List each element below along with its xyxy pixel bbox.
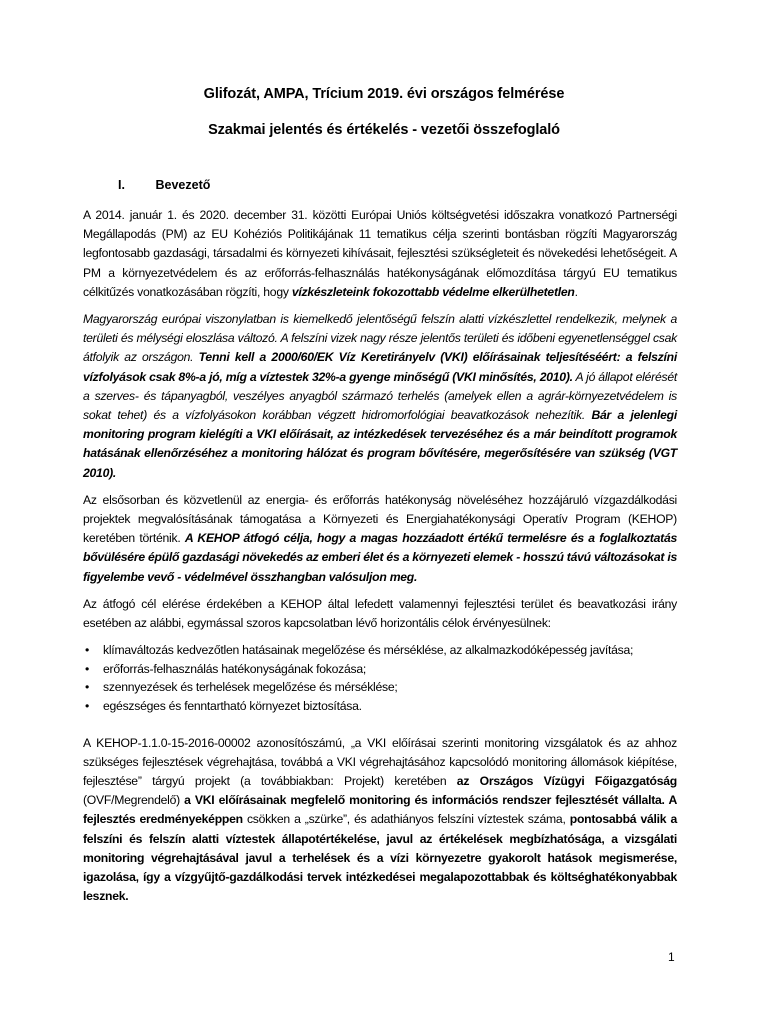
list-item: • erőforrás-felhasználás hatékonyságának fokozása; [83, 660, 677, 679]
list-item: • egészséges és fenntartható környezet biztosítása. [83, 697, 677, 716]
paragraph-3 [83, 491, 677, 587]
paragraph-5 [83, 734, 677, 907]
paragraph-3-emphasis: A KEHOP átfogó célja, hogy a magas hozzáadott értékű termelésre és a foglalkoztatás bővülésére épülő gazdasági növekedés az emberi élet és a környezeti elemek - hosszú távú változásokat is figyelembe vevő - védelmével összhangban valósuljon meg. [83, 531, 677, 584]
section-title: Bevezető [155, 178, 211, 192]
document-title: Glifozát, AMPA, Trícium 2019. évi országos felmérése [203, 86, 565, 102]
paragraph-5-bold-b: az Országos Vízügyi Főigazgatóság [456, 774, 677, 789]
document-body [83, 206, 677, 914]
page-number: 1 [668, 950, 675, 964]
paragraph-1-end: . [574, 284, 578, 299]
paragraph-1-emphasis: vízkészleteink fokozottabb védelme elkerülhetetlen [291, 284, 575, 299]
paragraph-2 [83, 310, 677, 483]
paragraph-2-bold-b: Tenni kell a 2000/60/EK Víz Keretirányelv (VKI) előírásainak teljesítéséért: a felszíni vízfolyások csak 8%-a jó, míg a víztestek 32%-a gyenge minőségű (VKI minősítés, 2010). [83, 350, 677, 384]
paragraph-5-text-e: csökken a „szürke”, és adathiányos felszíni víztestek száma, [242, 812, 570, 827]
section-heading [118, 178, 210, 192]
paragraph-3-text: Az elsősorban és közvetlenül az energia- és erőforrás hatékonyság növeléséhez hozzájáruló vízgazdálkodási projektek megvalósításának támogatása a Környezeti és Energiahatékonysági Operatív Program (KEHOP) keretében történik. [83, 492, 677, 546]
document-subtitle: Szakmai jelentés és értékelés - vezetői összefoglaló [208, 122, 560, 138]
paragraph-5-text-a: A KEHOP-1.1.0-15-2016-00002 azonosítószámú, „a VKI előírásai szerinti monitoring vizsgálatok és az ahhoz szükséges fejlesztések végrehajtása, továbbá a VKI végrehajtásához kapcsolódó monitoring állomások kiépítése, fejlesztése” tárgyú projekt (a továbbiakban: Projekt) keretében [83, 735, 677, 789]
paragraph-2-bold-d: Bár a jelenlegi monitoring program kielégíti a VKI előírásait, az intézkedések tervezéséhez és a már beindított programok hatásának ellenőrzéséhez a monitoring hálózat és program bővítésére, megerősítésére van szükség (VGT 2010). [83, 408, 677, 480]
paragraph-1 [83, 206, 677, 302]
paragraph-5-bold-d: a VKI előírásainak megfelelő monitoring és információs rendszer fejlesztését vállalta. A fejlesztés eredményeképpen [83, 793, 678, 827]
paragraph-4: Az átfogó cél elérése érdekében a KEHOP által lefedett valamennyi fejlesztési terület és beavatkozási irány esetében az alábbi, egymással szoros kapcsolatban lévő horizontális célok érvényesülnek: [83, 596, 677, 631]
paragraph-5-text-c: (OVF/Megrendelő) [83, 793, 185, 808]
paragraph-2-text-c: A jó állapot elérését a szerves- és tápanyagból, veszélyes anyagból származó terhelés (amelyek ellen a agrár-környezetvédelem is sokat tehet) és a vízfolyásokon korábban végzett hidromorfológiai beavatkozások nehezítik. [83, 369, 677, 423]
goals-list [83, 641, 677, 715]
list-item: • szennyezések és terhelések megelőzése és mérséklése; [83, 678, 677, 697]
paragraph-2-text-a: Magyarország európai viszonylatban is kiemelkedő jelentőségű felszín alatti vízkészlettel rendelkezik, melynek a területi és mélységi eloszlása változó. A felszíni vizek nagy része jelentős területi és időbeni egyenetlenséggel csak átfolyik az országon. [83, 312, 677, 365]
section-number: I. [118, 178, 125, 192]
paragraph-5-bold-f: pontosabbá válik a felszíni és felszín alatti víztestek állapotértékelése, javul az értékelések megbízhatósága, a vizsgálati monitoring végrehajtásával javul a terhelések és a vízi környezetre gyakorolt hatások megismerése, igazolása, így a vízgyűjtő-gazdálkodási tervek intézkedései megalapozottabbak és költséghatékonyabbak lesznek. [83, 812, 678, 904]
list-item: • klímaváltozás kedvezőtlen hatásainak megelőzése és mérséklése, az alkalmazkodóképesség javítása; [83, 641, 677, 660]
paragraph-1-text: A 2014. január 1. és 2020. december 31. közötti Európai Uniós költségvetési időszakra vonatkozó Partnerségi Megállapodás (PM) az EU Kohéziós Politikájának 11 tematikus célja szerinti bontásban rögzíti Magyarország legfontosabb gazdasági, társadalmi és környezeti kihívásait, fejlesztési szükségleteit és növekedési lehetőségeit. A PM a környezetvédelem és az erőforrás-felhasználás hatékonyságának előmozdítása tárgyú EU tematikus célkitűzés vonatkozásában rögzíti, hogy [83, 208, 677, 299]
